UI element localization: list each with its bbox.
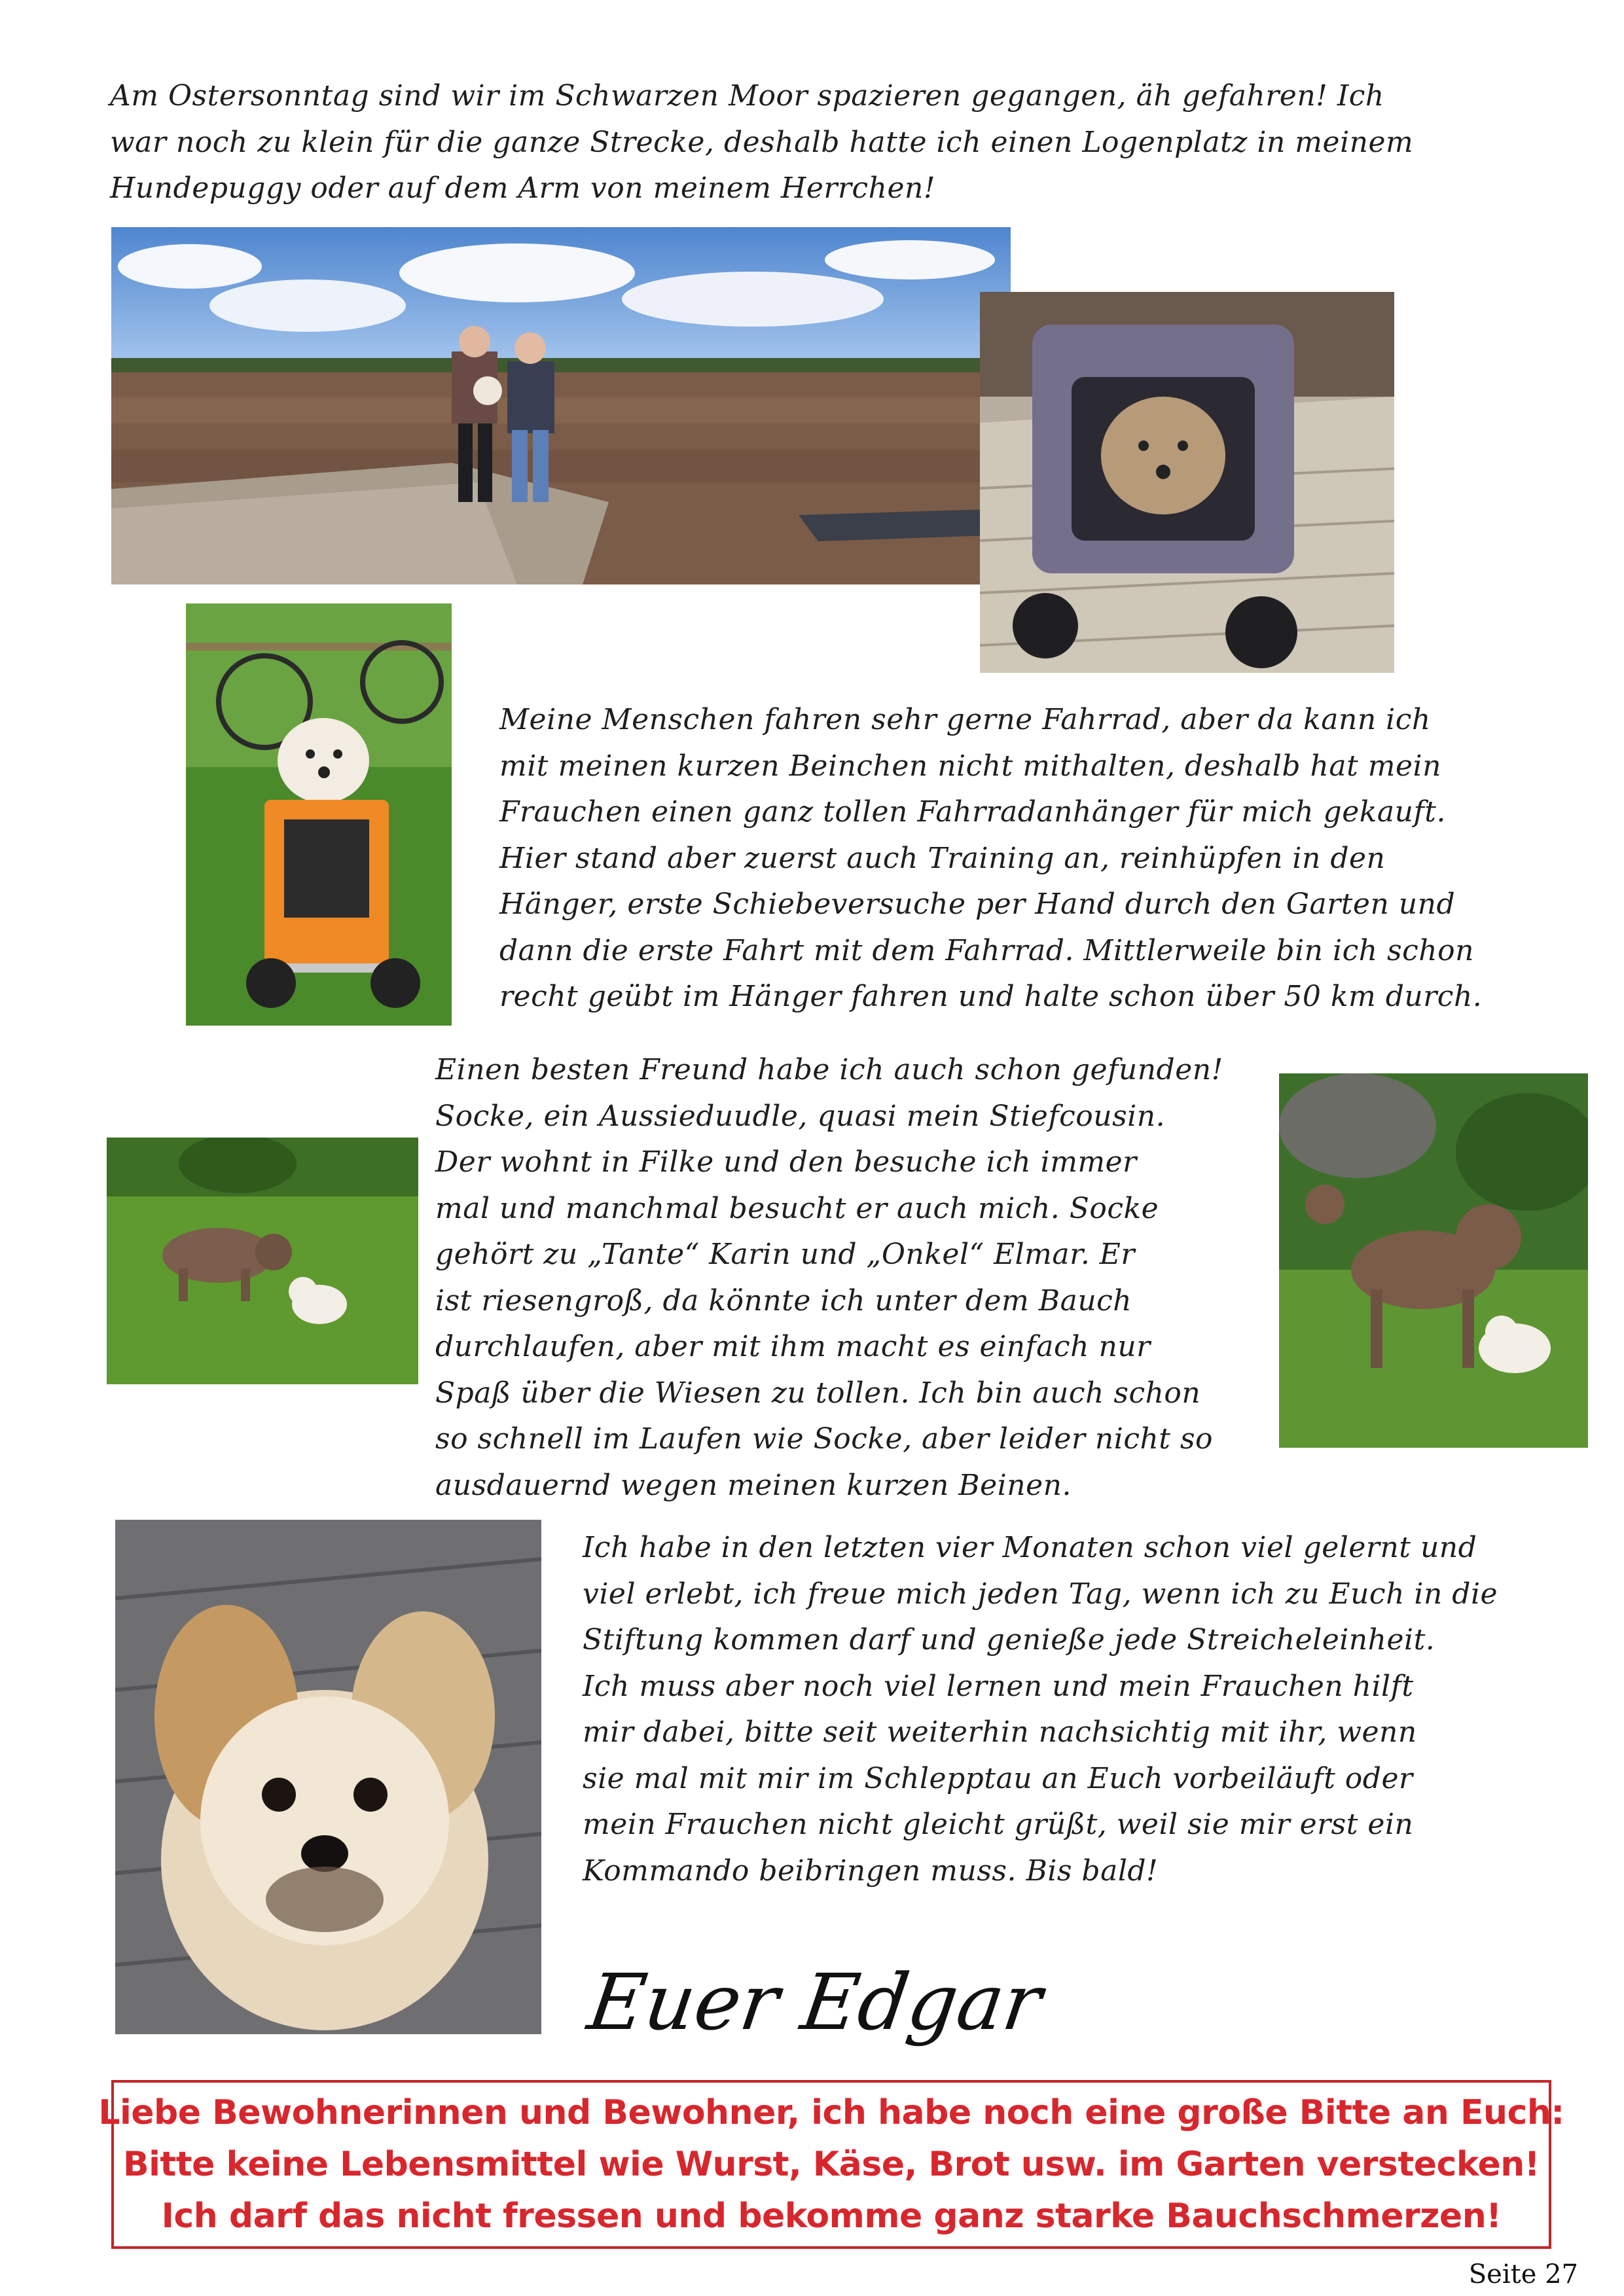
- text-line: Frauchen einen ganz tollen Fahrradanhänger für mich gekauft.: [499, 795, 1446, 829]
- text-line: durchlaufen, aber mit ihm macht es einfach nur: [435, 1330, 1151, 1363]
- dog-buggy-photo: [980, 292, 1394, 673]
- socke-edgar-photo: [1279, 1073, 1588, 1448]
- text-line: Stiftung kommen darf und genieße jede Streicheleinheit.: [583, 1623, 1435, 1657]
- text-line: Spaß über die Wiesen zu tollen. Ich bin auch schon: [435, 1376, 1201, 1410]
- text-line: viel erlebt, ich freue mich jeden Tag, wenn ich zu Euch in die: [583, 1577, 1498, 1611]
- text-line: gehört zu „Tante“ Karin und „Onkel“ Elmar. Er: [435, 1238, 1135, 1271]
- text-line: so schnell im Laufen wie Socke, aber leider nicht so: [435, 1422, 1214, 1456]
- dog-trailer-photo: [186, 603, 452, 1026]
- bike-paragraph: [499, 697, 1482, 1020]
- text-line: Hundepuggy oder auf dem Arm von meinem Herrchen!: [110, 171, 936, 205]
- text-line: dann die erste Fahrt mit dem Fahrrad. Mittlerweile bin ich schon: [499, 933, 1474, 967]
- text-line: war noch zu klein für die ganze Strecke, deshalb hatte ich einen Logenplatz in meinem: [110, 125, 1414, 159]
- text-line: mir dabei, bitte seit weiterhin nachsichtig mit ihr, wenn: [583, 1715, 1417, 1749]
- friend-paragraph: [435, 1047, 1223, 1509]
- text-line: Socke, ein Aussieduudle, quasi mein Stiefcousin.: [435, 1099, 1166, 1133]
- text-line: Hier stand aber zuerst auch Training an, reinhüpfen in den: [499, 841, 1386, 875]
- text-line: ausdauernd wegen meinen kurzen Beinen.: [435, 1468, 1072, 1502]
- intro-paragraph: [110, 73, 1413, 212]
- notice-line: Ich darf das nicht fressen und bekomme ganz starke Bauchschmerzen!: [161, 2197, 1502, 2236]
- text-line: recht geübt im Hänger fahren und halte schon über 50 km durch.: [499, 980, 1483, 1013]
- text-line: Ich habe in den letzten vier Monaten schon viel gelernt und: [583, 1531, 1477, 1564]
- page-number: Seite 27: [1468, 2259, 1578, 2289]
- dogs-playing-photo: [107, 1138, 418, 1384]
- moor-couple-photo: [111, 227, 1011, 584]
- notice-line: Bitte keine Lebensmittel wie Wurst, Käse, Brot usw. im Garten verstecken!: [122, 2144, 1540, 2184]
- muddy-dog-photo: [115, 1520, 541, 2034]
- text-line: Ich muss aber noch viel lernen und mein Frauchen hilft: [583, 1669, 1414, 1703]
- text-line: Am Ostersonntag sind wir im Schwarzen Moor spazieren gegangen, äh gefahren! Ich: [110, 79, 1384, 113]
- signature: Euer Edgar: [583, 1957, 1047, 2047]
- text-line: sie mal mit mir im Schlepptau an Euch vorbeiläuft oder: [583, 1761, 1413, 1795]
- text-line: Meine Menschen fahren sehr gerne Fahrrad, aber da kann ich: [499, 703, 1431, 736]
- closing-paragraph: [583, 1525, 1498, 1894]
- text-line: mit meinen kurzen Beinchen nicht mithalten, deshalb hat mein: [499, 749, 1441, 783]
- notice-line: Liebe Bewohnerinnen und Bewohner, ich habe noch eine große Bitte an Euch:: [98, 2092, 1564, 2132]
- text-line: Einen besten Freund habe ich auch schon gefunden!: [435, 1053, 1223, 1086]
- notice-box: [98, 2080, 1564, 2249]
- text-line: Der wohnt in Filke und den besuche ich immer: [435, 1145, 1137, 1179]
- text-line: Hänger, erste Schiebeversuche per Hand durch den Garten und: [499, 888, 1456, 921]
- text-line: mein Frauchen nicht gleicht grüßt, weil sie mir erst ein: [583, 1808, 1414, 1841]
- text-line: mal und manchmal besucht er auch mich. Socke: [435, 1191, 1159, 1225]
- text-line: ist riesengroß, da könnte ich unter dem Bauch: [435, 1283, 1132, 1318]
- text-line: Kommando beibringen muss. Bis bald!: [583, 1854, 1159, 1888]
